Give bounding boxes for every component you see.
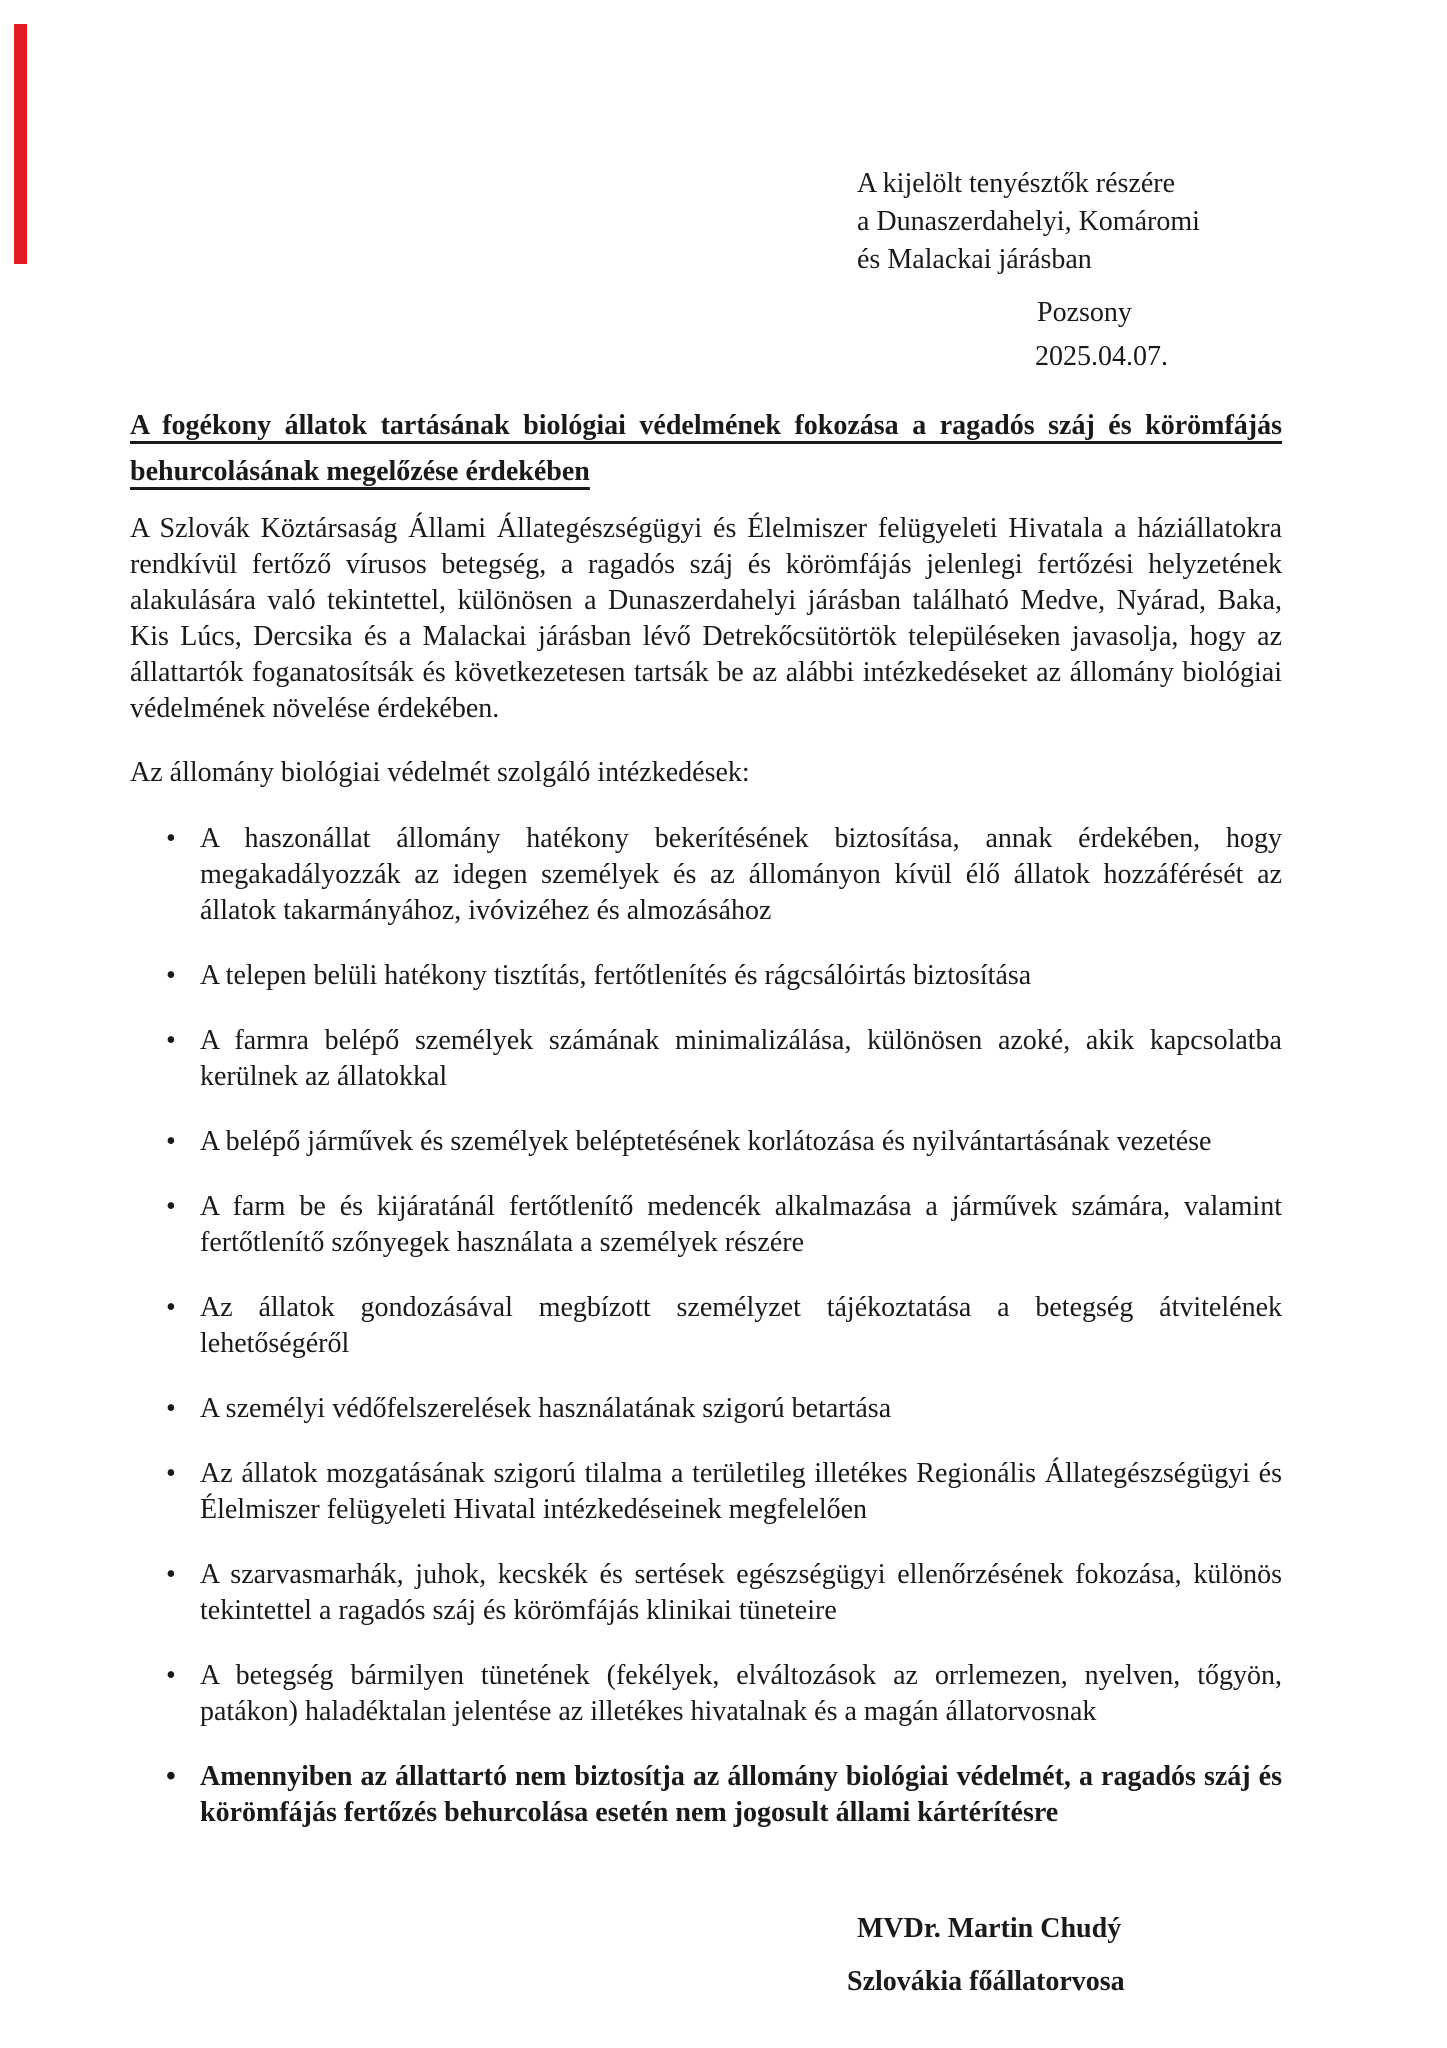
list-item (130, 1658, 1282, 1730)
signature-name: MVDr. Martin Chudý (857, 1913, 1122, 1944)
bullet-icon: • (166, 1559, 176, 1590)
list-item (130, 1391, 1282, 1427)
bullet-icon: • (166, 1191, 176, 1222)
list-item-bold-warning (130, 1759, 1282, 1831)
red-margin-mark (14, 24, 27, 264)
signature-block (130, 1911, 1282, 2000)
measures-heading: Az állomány biológiai védelmét szolgáló intézkedések: (130, 757, 750, 788)
list-item (130, 1124, 1282, 1160)
recipient-line: és Malackai járásban (857, 244, 1092, 275)
measure-text: A szarvasmarhák, juhok, kecskék és sertések egészségügyi ellenőrzésének fokozása, különös tekintettel a ragadós száj és körömfájás klinikai tüneteire (200, 1559, 1282, 1626)
bullet-icon: • (166, 1126, 176, 1157)
recipient-line: a Dunaszerdahelyi, Komáromi (857, 206, 1200, 237)
bullet-icon: • (166, 1292, 176, 1323)
list-item (130, 821, 1282, 929)
recipient-line: A kijelölt tenyésztők részére (857, 168, 1175, 199)
bullet-icon: • (166, 960, 176, 991)
signature-title: Szlovákia főállatorvosa (847, 1966, 1125, 1997)
bullet-icon: • (166, 1393, 176, 1424)
document-title: A fogékony állatok tartásának biológiai védelmének fokozása a ragadós száj és körömfájás behurcolásának megelőzése érdekében (130, 410, 1282, 487)
bullet-icon: • (166, 1458, 176, 1489)
recipient-block (857, 0, 1282, 279)
list-item (130, 958, 1282, 994)
measure-text: A haszonállat állomány hatékony bekerítésének biztosítása, annak érdekében, hogy megakadályozzák az idegen személyek és az állományon kívül élő állatok hozzáférését az állatok takarmányához, ivóvizéhez és almozásához (200, 823, 1282, 926)
list-item (130, 1023, 1282, 1095)
bullet-icon: • (166, 1761, 176, 1792)
intro-paragraph: A Szlovák Köztársaság Állami Állategészségügyi és Élelmiszer felügyeleti Hivatala a háziállatokra rendkívül fertőző vírusos betegség, a ragadós száj és körömfájás jelenlegi fertőzési helyzetének alakulására való tekintettel, különösen a Dunaszerdahelyi járásban található Medve, Nyárad, Baka, Kis Lúcs, Dercsika és a Malackai járásban lévő Detrekőcsütörtök településeken javasolja, hogy az állattartók foganatosítsák és következetesen tartsák be az alábbi intézkedéseket az állomány biológiai védelmének növelése érdekében. (130, 513, 1282, 724)
measure-text: A betegség bármilyen tünetének (fekélyek, elváltozások az orrlemezen, nyelven, tőgyön, patákon) haladéktalan jelentése az illetékes hivatalnak és a magán állatorvosnak (200, 1660, 1282, 1727)
document-content (130, 0, 1282, 2000)
bullet-icon: • (166, 1660, 176, 1691)
measure-text: A belépő járművek és személyek beléptetésének korlátozása és nyilvántartásának vezetése (200, 1126, 1212, 1157)
measure-text: A telepen belüli hatékony tisztítás, fertőtlenítés és rágcsálóirtás biztosítása (200, 960, 1032, 991)
date-line: 2025.04.07. (1035, 341, 1168, 372)
measure-text: Az állatok gondozásával megbízott személyzet tájékoztatása a betegség átvitelének lehetőségéről (200, 1292, 1282, 1359)
measure-text: Az állatok mozgatásának szigorú tilalma a területileg illetékes Regionális Állategészségügyi és Élelmiszer felügyeleti Hivatal intézkedéseinek megfelelően (200, 1458, 1282, 1525)
measure-text: A farmra belépő személyek számának minimalizálása, különösen azoké, akik kapcsolatba kerülnek az állatokkal (200, 1025, 1282, 1092)
list-item (130, 1557, 1282, 1629)
place-line: Pozsony (1037, 297, 1132, 328)
list-item (130, 1189, 1282, 1261)
measure-text: Amennyiben az állattartó nem biztosítja az állomány biológiai védelmét, a ragadós száj és körömfájás fertőzés behurcolása esetén nem jogosult állami kártérítésre (200, 1761, 1282, 1828)
measure-text: A farm be és kijáratánál fertőtlenítő medencék alkalmazása a járművek számára, valamint fertőtlenítő szőnyegek használata a személyek részére (200, 1191, 1282, 1258)
list-item (130, 1290, 1282, 1362)
list-item (130, 1456, 1282, 1528)
bullet-icon: • (166, 1025, 176, 1056)
measure-text: A személyi védőfelszerelések használatának szigorú betartása (200, 1393, 892, 1424)
measures-list (130, 821, 1282, 1831)
bullet-icon: • (166, 823, 176, 854)
